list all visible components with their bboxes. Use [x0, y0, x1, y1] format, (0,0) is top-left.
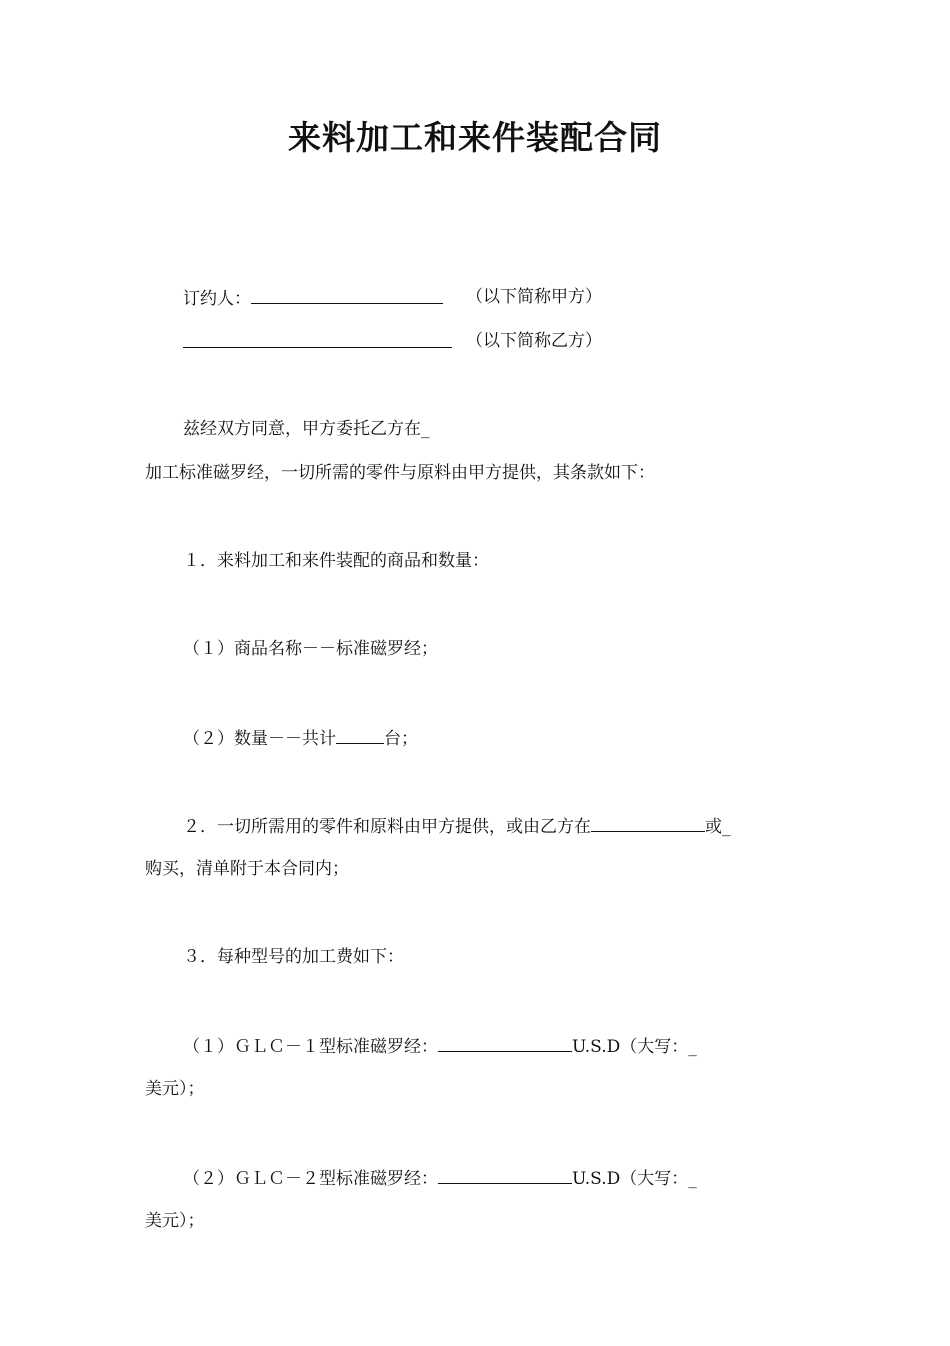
clause-1-item-2-prefix: （２）数量－－共计: [183, 729, 336, 749]
clause-3-item-2: [183, 1165, 697, 1191]
clause-1-item-2: [183, 725, 418, 751]
party-a-note: （以下简称甲方）: [466, 287, 602, 307]
clause-2-line-1-prefix: ２．一切所需用的零件和原料由甲方提供，或由乙方在: [183, 817, 591, 837]
quantity-blank: [336, 725, 384, 744]
clause-1-item-1: （１）商品名称－－标准磁罗经；: [183, 639, 438, 659]
glc1-fee-blank: [438, 1033, 572, 1052]
party-b-line: [183, 329, 452, 355]
glc2-fee-blank: [438, 1165, 572, 1184]
clause-2-line-1: [183, 813, 731, 839]
clause-3-item-2-cont: 美元）；: [145, 1211, 205, 1231]
clause-2-line-2: 购买，清单附于本合同内；: [145, 859, 349, 879]
clause-1-heading: １．来料加工和来件装配的商品和数量：: [183, 551, 489, 571]
clause-3-item-2-suffix: U.S.D（大写：_: [572, 1169, 697, 1189]
page-title: 来料加工和来件装配合同: [288, 118, 662, 157]
clause-3-item-1-cont: 美元）；: [145, 1079, 205, 1099]
party-a-blank: [251, 285, 443, 304]
purchase-location-blank: [591, 813, 705, 832]
party-a-line: [183, 285, 443, 311]
party-b-blank: [183, 329, 452, 348]
party-b-note: （以下简称乙方）: [466, 331, 602, 351]
clause-2-line-1-suffix: 或_: [705, 817, 731, 837]
clause-3-item-1-prefix: （１）ＧＬＣ－１型标准磁罗经：: [183, 1037, 438, 1057]
clause-3-item-1: [183, 1033, 697, 1059]
clause-3-item-1-suffix: U.S.D（大写：_: [572, 1037, 697, 1057]
clause-1-item-2-suffix: 台；: [384, 729, 418, 749]
intro-line-2: 加工标准磁罗经，一切所需的零件与原料由甲方提供，其条款如下：: [145, 463, 655, 483]
clause-3-heading: ３．每种型号的加工费如下：: [183, 947, 404, 967]
intro-line-1: 兹经双方同意，甲方委托乙方在_: [183, 419, 430, 439]
clause-3-item-2-prefix: （２）ＧＬＣ－２型标准磁罗经：: [183, 1169, 438, 1189]
party-a-label: 订约人：: [183, 289, 251, 309]
